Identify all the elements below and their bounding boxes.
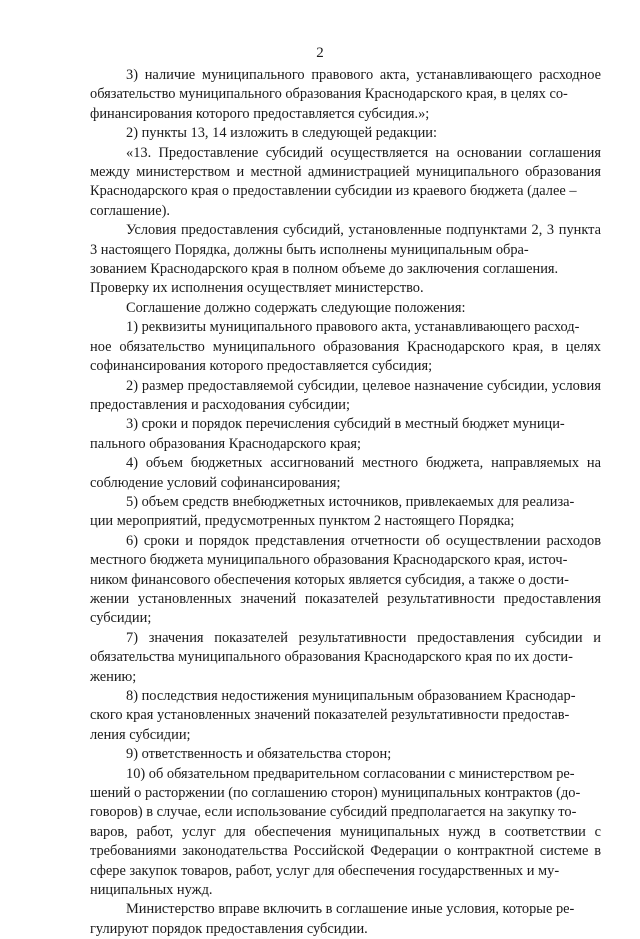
paragraph: 2) пункты 13, 14 изложить в следующей редакции: (126, 125, 437, 142)
list-item: 1) реквизиты муниципального правового акта, устанавливающего расход- ное обязательство муниципального образования Краснодарского края, в целях софинансирования которого предоставляется субсидия; (90, 319, 601, 375)
list-item: 8) последствия недостижения муниципальным образованием Краснодар- ского края установленных значений показателей результативности предостав- ления субсидии; (90, 688, 576, 743)
list-item: 7) значения показателей результативности предоставления субсидии и обязательства муниципального образования Краснодарского края по их дости- жению; (90, 629, 601, 685)
paragraph: Министерство вправе включить в соглашение иные условия, которые ре- гулируют порядок предоставления субсидии. (90, 901, 575, 937)
paragraph: «13. Предоставление субсидий осуществляется на основании соглашения между министерством и местной администрацией муниципального образования Краснодарского края о предоставлении субсидии из краевого бюджета (далее – соглашение). (90, 144, 601, 219)
paragraph: Условия предоставления субсидий, установленные подпунктами 2, 3 пункта 3 настоящего Порядка, должны быть исполнены муниципальным обра- зованием Краснодарского края в полном объеме до заключения соглашения. Проверку их исполнения осуществляет министерство. (90, 222, 601, 297)
list-item: 4) объем бюджетных ассигнований местного бюджета, направляемых на соблюдение условий софинансирования; (90, 455, 601, 491)
document-body (90, 66, 601, 939)
list-item: 10) об обязательном предварительном согласовании с министерством ре- шений о расторжении (по соглашению сторон) муниципальных контрактов (до- говоров) в случае, если использование субсидий предполагается на закупку то- варов, работ, услуг для обеспечения муниципальных нужд в соответствии с требованиями законодательства Российской Федерации о контрактной системе в сфере закупок товаров, работ, услуг для обеспечения государственных и му- ниципальных нужд. (90, 765, 601, 899)
page-number: 2 (316, 45, 324, 61)
list-item: 3) сроки и порядок перечисления субсидий в местный бюджет муници- пального образования Краснодарского края; (90, 416, 565, 452)
list-item: 9) ответственность и обязательства сторон; (126, 746, 392, 763)
list-item: 2) размер предоставляемой субсидии, целевое назначение субсидии, условия предоставления и расходования субсидии; (90, 377, 601, 413)
paragraph: Соглашение должно содержать следующие положения: (126, 299, 466, 316)
list-item: 6) сроки и порядок представления отчетности об осуществлении расходов местного бюджета муниципального образования Краснодарского края, источ- ником финансового обеспечения которых является субсидия, а также о дости- жении установленных значений показателей результативности предоставления субсидии; (90, 532, 601, 627)
paragraph: 3) наличие муниципального правового акта, устанавливающего расходное обязательство муниципального образования Краснодарского края, в целях со- финансирования которого предоставляется субсидия.»; (90, 67, 601, 122)
list-item: 5) объем средств внебюджетных источников, привлекаемых для реализа- ции мероприятий, предусмотренных пунктом 2 настоящего Порядка; (90, 493, 575, 530)
